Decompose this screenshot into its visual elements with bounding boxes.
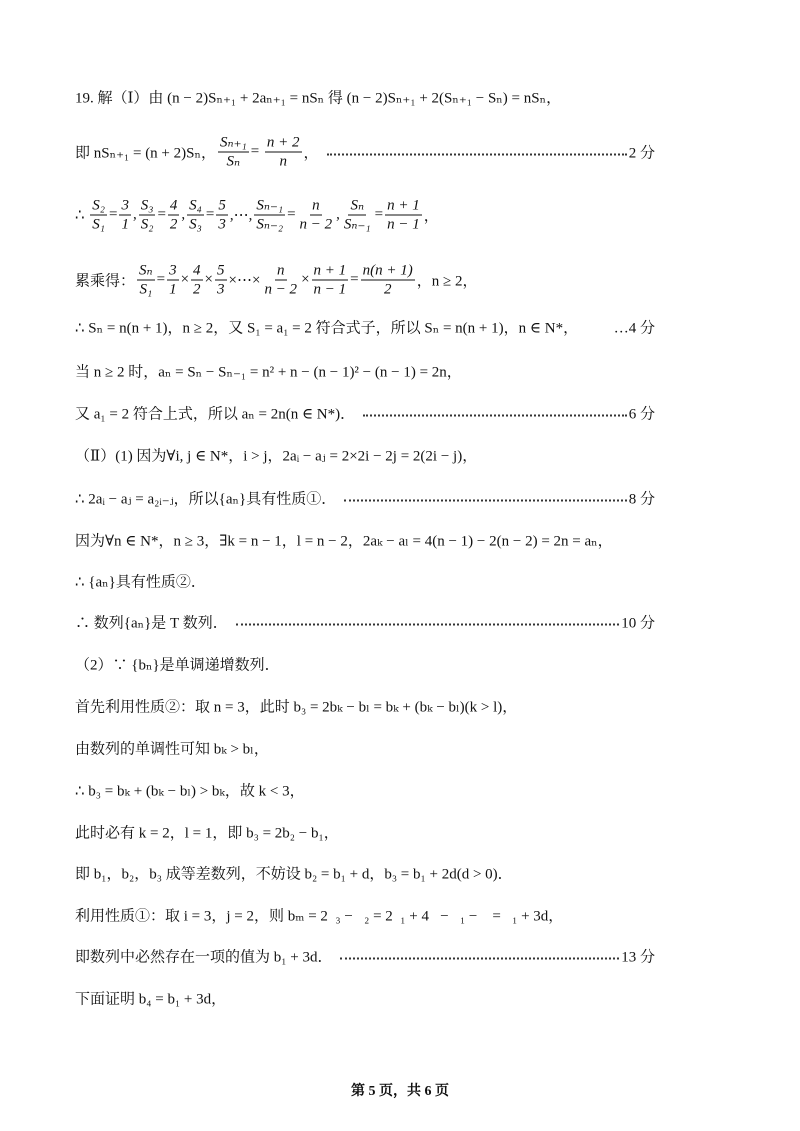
text-segment: 此时必有 k = 2，l = 1，即 b₃ = 2b₂ − b₁， (75, 825, 339, 842)
numerator: Sₙ₊₁ (219, 134, 247, 151)
denominator: S₂ (140, 216, 154, 233)
text-segment: ∴ {aₙ}具有性质②． (75, 574, 206, 591)
solution-line (75, 654, 655, 675)
solution-line (75, 488, 655, 509)
solution-line (75, 905, 655, 926)
fraction (168, 197, 180, 234)
solution-line (75, 530, 655, 551)
denominator: 2 (193, 281, 201, 298)
solution-line (75, 361, 655, 382)
fraction (191, 262, 203, 299)
fraction (385, 197, 422, 234)
solution-line (75, 612, 655, 633)
fraction (254, 197, 285, 234)
denominator: S₁ (92, 216, 106, 233)
denominator: n − 1 (313, 281, 347, 298)
fraction (262, 262, 299, 299)
dotted-leader (236, 623, 620, 625)
text-segment: ， (303, 145, 319, 162)
solution-line (75, 988, 655, 1009)
solution-line (75, 317, 655, 338)
fraction (119, 197, 131, 234)
text-segment: ， (423, 208, 439, 225)
text-segment: 利用性质①：取 i = 3，j = 2，则 bₘ = 2 ₃ − ₂ = 2 ₁ + 4 − ₁ − = ₁ + 3d， (75, 908, 564, 925)
fraction (361, 262, 415, 299)
text-segment: = (109, 206, 118, 223)
fraction (215, 262, 227, 299)
numerator: n (277, 262, 285, 279)
solution-line (75, 863, 655, 884)
solution-line (75, 738, 655, 759)
fraction (187, 197, 204, 234)
score-mark: 6 分 (628, 406, 655, 423)
numerator: n(n + 1) (362, 262, 413, 279)
numerator: 3 (121, 197, 129, 214)
fraction (139, 197, 156, 234)
numerator: S₂ (92, 197, 106, 214)
score-mark: 10 分 (621, 615, 655, 632)
text-segment: = (205, 206, 215, 223)
denominator: S₁ (139, 281, 153, 298)
score-mark: 13 分 (621, 949, 655, 966)
denominator: 3 (218, 216, 226, 233)
dotted-leader (327, 153, 627, 155)
text-segment: × (204, 271, 214, 288)
denominator: Sₙ₋₁ (343, 216, 371, 233)
fraction (90, 197, 107, 234)
denominator: n − 2 (264, 281, 298, 298)
text-segment: 即数列中必然存在一项的值为 b₁ + 3d． (75, 949, 333, 966)
numerator: Sₙ₋₁ (256, 197, 284, 214)
solution-line (75, 696, 655, 717)
fraction (218, 134, 249, 171)
denominator: n − 2 (299, 216, 333, 233)
fraction (312, 262, 349, 299)
dotted-leader (344, 499, 627, 501)
numerator: n (312, 197, 320, 214)
denominator: Sₙ (226, 153, 241, 170)
text-segment: , (132, 206, 137, 223)
fraction (137, 262, 155, 299)
text-segment: 下面证明 b₄ = b₁ + 3d， (75, 991, 227, 1008)
numerator: Sₙ (350, 197, 365, 214)
solution-line (75, 87, 655, 108)
solution-line (75, 197, 655, 234)
denominator: n − 1 (387, 216, 420, 233)
solution-line (75, 262, 655, 299)
solution-line (75, 822, 655, 843)
text-segment: 由数列的单调性可知 bₖ > bₗ， (75, 741, 269, 758)
denominator: S₃ (189, 216, 202, 233)
solution-line (75, 946, 655, 967)
text-segment: 又 a₁ = 2 符合上式，所以 aₙ = 2n(n ∈ N*)． (75, 406, 356, 423)
fraction (265, 134, 302, 171)
text-segment: 19. 解（Ⅰ）由 (n − 2)Sₙ₊₁ + 2aₙ₊₁ = nSₙ 得 (n − 2)Sₙ₊₁ + 2(Sₙ₊₁ − Sₙ) = nSₙ， (75, 90, 562, 107)
text-segment: 首先利用性质②：取 n = 3，此时 b₃ = 2bₖ − bₗ = bₖ + (bₖ − bₗ)(k > l)， (75, 699, 518, 716)
text-segment: ,⋯, (229, 207, 253, 224)
text-segment: = (157, 206, 166, 223)
numerator: n + 1 (387, 197, 420, 214)
text-segment: × (180, 271, 190, 288)
text-segment: （Ⅱ）(1) 因为∀i, j ∈ N*，i > j，2aᵢ − aⱼ = 2×2i − 2j = 2(2i − j)， (75, 448, 478, 465)
denominator: Sₙ₋₂ (256, 216, 284, 233)
solution-line (75, 445, 655, 466)
dotted-leader (363, 414, 627, 416)
fraction (342, 197, 373, 234)
fraction (216, 197, 228, 234)
denominator: 1 (121, 216, 129, 233)
score-mark: 8 分 (628, 491, 655, 508)
text-segment: ∴ b₃ = bₖ + (bₖ − bₗ) > bₖ，故 k < 3， (75, 783, 305, 800)
numerator: 3 (169, 262, 177, 279)
numerator: Sₙ (139, 262, 153, 279)
numerator: 4 (193, 262, 201, 279)
text-segment: = (350, 271, 359, 288)
text-segment: （2）∵ {bₙ}是单调递增数列． (75, 657, 280, 674)
text-segment: = (374, 206, 384, 223)
text-segment: × (301, 271, 310, 288)
solution-line (75, 780, 655, 801)
numerator: S₄ (189, 197, 202, 214)
text-segment: ，n ≥ 2， (416, 273, 478, 290)
text-segment: 累乘得： (75, 273, 136, 290)
text-segment: = (156, 271, 166, 288)
numerator: 4 (169, 197, 178, 214)
solution-line (75, 134, 655, 171)
text-segment: ∴ (75, 207, 89, 224)
denominator: 3 (217, 281, 225, 298)
solution-line (75, 403, 655, 424)
text-segment: , (181, 206, 186, 223)
denominator: 1 (169, 281, 177, 298)
numerator: 5 (217, 262, 225, 279)
text-segment: 因为∀n ∈ N*，n ≥ 3，∃k = n − 1，l = n − 2，2aₖ − aₗ = 4(n − 1) − 2(n − 2) = 2n = aₙ， (75, 533, 613, 550)
fraction (167, 262, 179, 299)
text-segment: ∴ 2aᵢ − aⱼ = a₂ᵢ₋ⱼ，所以{aₙ}具有性质①． (75, 491, 337, 508)
text-segment: ×⋯× (228, 272, 261, 289)
numerator: n + 1 (313, 262, 347, 279)
numerator: n + 2 (266, 134, 300, 151)
text-segment: 当 n ≥ 2 时，aₙ = Sₙ − Sₙ₋₁ = n² + n − (n − 1)² − (n − 1) = 2n， (75, 364, 462, 381)
denominator: n (279, 153, 287, 170)
denominator: 2 (169, 216, 178, 233)
fraction (298, 197, 335, 234)
text-segment: 即 nSₙ₊₁ = (n + 2)Sₙ， (75, 145, 216, 162)
solution-line (75, 571, 655, 592)
text-segment: 即 b₁，b₂，b₃ 成等差数列，不妨设 b₂ = b₁ + d，b₃ = b₁ + 2d(d > 0)． (75, 866, 513, 883)
numerator: 5 (218, 197, 226, 214)
score-mark: 2 分 (628, 145, 655, 162)
text-segment: ∴ 数列{aₙ}是 T 数列． (75, 615, 228, 632)
page-footer: 第 5 页，共 6 页 (351, 1084, 449, 1099)
numerator: S₃ (140, 197, 154, 214)
score-mark: …4 分 (613, 320, 655, 337)
denominator: 2 (383, 281, 392, 298)
text-segment: = (287, 206, 296, 223)
text-segment: ∴ Sₙ = n(n + 1)，n ≥ 2，又 S₁ = a₁ = 2 符合式子，所以 Sₙ = n(n + 1)，n ∈ N*， (75, 320, 579, 337)
text-segment: , (336, 206, 340, 223)
text-segment: = (250, 143, 263, 160)
dotted-leader (340, 957, 619, 959)
